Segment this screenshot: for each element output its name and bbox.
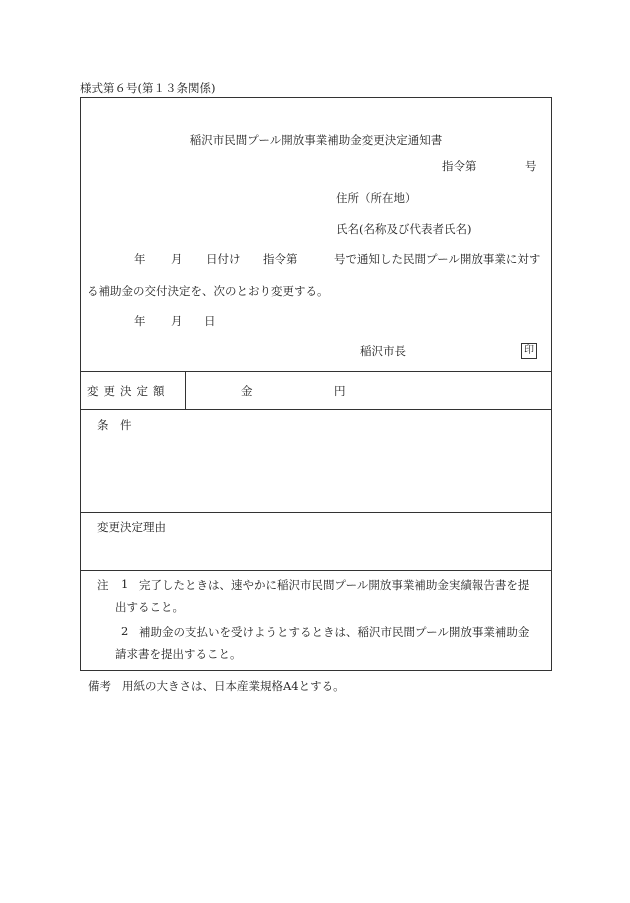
name-label: 氏名(名称及び代表者氏名) [336, 222, 472, 236]
note-2-number: 2 [121, 624, 129, 638]
form-title: 稲沢市民間プール開放事業補助金変更決定通知書 [189, 133, 443, 147]
form-number: 様式第６号(第１３条関係) [80, 81, 216, 95]
divider [81, 371, 551, 372]
remarks-label: 備考 [88, 679, 111, 693]
issue-month: 月 [171, 314, 183, 328]
divider [81, 512, 551, 513]
notice-month: 月 [171, 252, 183, 266]
conditions-label: 条 件 [97, 418, 132, 432]
notice-text-line2: る補助金の交付決定を、次のとおり変更する。 [87, 284, 329, 298]
divider [185, 371, 186, 409]
amount-suffix: 円 [334, 384, 346, 398]
divider [81, 409, 551, 410]
divider [81, 570, 551, 571]
amount-label: 変更決定額 [87, 384, 170, 398]
remarks-text: 用紙の大きさは、日本産業規格A4とする。 [122, 679, 345, 693]
issue-year: 年 [134, 314, 146, 328]
seal-icon: 印 [521, 343, 537, 359]
notice-text-line1: 号で通知した民間プール開放事業に対す [334, 252, 541, 266]
reason-label: 変更決定理由 [97, 520, 166, 534]
note-1-number: 1 [121, 577, 129, 591]
note-2-text-cont: 請求書を提出すること。 [115, 647, 242, 661]
notification-form [80, 97, 552, 671]
directive-number-suffix: 号 [525, 159, 537, 173]
amount-prefix: 金 [241, 384, 253, 398]
issue-day: 日 [204, 314, 216, 328]
address-label: 住所（所在地） [336, 191, 417, 205]
note-1-text-cont: 出すること。 [115, 600, 184, 614]
seal-mark [521, 342, 537, 359]
notice-directive: 指令第 [263, 252, 298, 266]
notice-dated: 日付け [206, 252, 241, 266]
notice-year: 年 [134, 252, 146, 266]
mayor-title: 稲沢市長 [360, 344, 406, 358]
notes-label: 注 [97, 578, 109, 592]
directive-number-label: 指令第 [442, 159, 477, 173]
note-2-text: 補助金の支払いを受けようとするときは、稲沢市民間プール開放事業補助金 [139, 625, 530, 639]
note-1-text: 完了したときは、速やかに稲沢市民間プール開放事業補助金実績報告書を提 [139, 578, 530, 592]
